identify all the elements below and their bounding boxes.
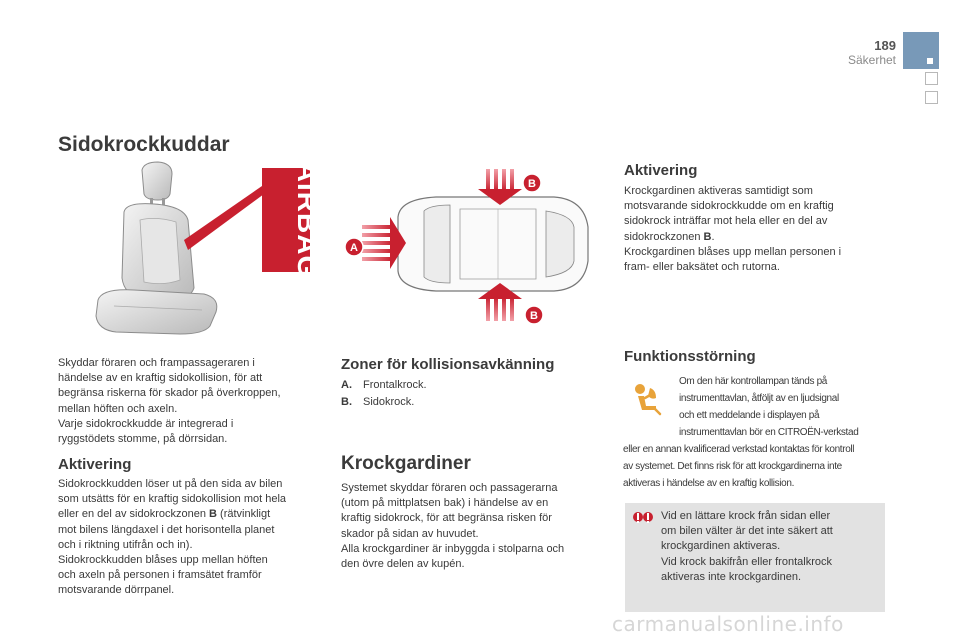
zones-heading: Zoner för kollisionsavkänning <box>341 356 555 373</box>
zones-list <box>341 377 427 411</box>
section-title: Säkerhet <box>847 53 896 67</box>
chapter-box-2 <box>925 91 938 104</box>
zone-b-marker-top: B <box>528 178 536 190</box>
right-activation-paragraph: Krockgardinen aktiveras samtidigt som motsvarande sidokrockkudde om en kraftig sidokrock inträffar mot hela eller en del av sidokrockzonen B. Krockgardinen blåses upp mellan personen i fram- eller baksätet och rutorna. <box>624 185 842 274</box>
watermark: carmanualsonline.info <box>612 612 844 636</box>
curtains-heading: Krockgardiner <box>341 453 471 474</box>
seat-illustration <box>84 160 323 338</box>
zone-a-marker: A <box>350 242 358 254</box>
left-activation-heading: Aktivering <box>58 456 132 473</box>
intro-paragraph: Skyddar föraren och frampassageraren i händelse av en kraftig sidokollision, för att begränsa riskerna för skador på överkroppen, mellan höften och axeln. Varje sidokrockkudde är integrerad i ryggstödets stomme, på dörrsidan. <box>58 357 281 446</box>
list-item: A. Frontalkrock. <box>341 379 427 391</box>
chapter-tab-marker <box>927 58 933 64</box>
zone-b-marker-bottom: B <box>530 310 538 322</box>
airbag-warning-lamp-icon <box>630 382 666 416</box>
curtains-paragraph: Systemet skyddar föraren och passagerarna (utom på mittplatsen bak) i händelse av en kraftig sidokrock, för att begränsa risken för skador på sidan av huvudet. Alla krockgardiner är inbyggda i stolparna och den övre delen av kupén. <box>341 482 565 571</box>
left-activation-paragraph: Sidokrockkudden löser ut på den sida av bilen som utsätts för en kraftig sidokollision mot hela eller en del av sidokrockzonen B (rätvinkligt mot bilens längdaxel i det horisontella planet och i riktning utifrån och in). Sidokrockkudden blåses upp mellan höften och axeln på personen i framsätet framför motsvarande dörrpanel. <box>58 478 287 597</box>
malfunction-paragraph: eller en annan kvalificerad verkstad kontaktas för kontroll av systemet. Det finns risk för att krockgardinerna inte aktiveras i händelse av en kraftig kollision. <box>623 444 855 489</box>
car-top-view-illustration <box>340 165 600 325</box>
list-item: B. Sidokrock. <box>341 396 415 408</box>
warning-exclamation-icon <box>632 509 654 531</box>
page-title: Sidokrockkuddar <box>58 133 230 156</box>
note-text: Vid en lättare krock från sidan eller om bilen välter är det inte säkert att krockgardinen aktiveras. Vid krock bakifrån eller frontalkrock aktiveras inte krockgardinen. <box>661 510 833 583</box>
chapter-box-1 <box>925 72 938 85</box>
malfunction-heading: Funktionsstörning <box>624 348 756 365</box>
right-activation-heading: Aktivering <box>624 162 698 179</box>
chapter-tab <box>903 32 939 69</box>
malfunction-paragraph-indented: Om den här kontrollampan tänds på instrumenttavlan, åtföljt av en ljudsignal och ett meddelande i displayen på instrumenttavlan bör en CITROËN-verkstad <box>679 376 859 438</box>
page-number: 189 <box>874 38 896 53</box>
airbag-label: AIRBAG <box>292 161 323 279</box>
